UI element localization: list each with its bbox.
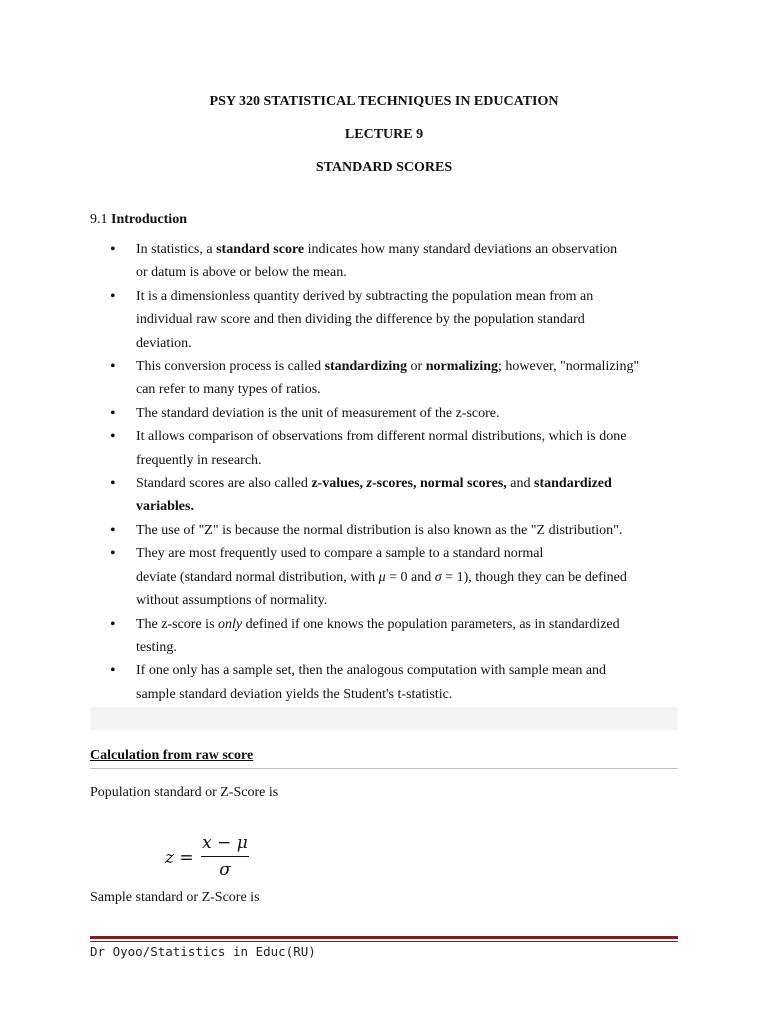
bullet-text-run: standard score xyxy=(216,242,305,257)
bullet-text-run: frequently in research. xyxy=(136,452,262,468)
bullet-item xyxy=(90,285,690,355)
bullet-item xyxy=(90,425,690,472)
section-number: 9.1 xyxy=(90,212,108,227)
section-heading xyxy=(90,212,187,228)
formula-denominator: σ xyxy=(219,860,231,880)
bullet-text-run: This conversion process is called xyxy=(136,359,325,375)
bullet-text-run: ; however, "normalizing" xyxy=(498,359,640,375)
bullet-text-run: z-values, xyxy=(311,476,367,492)
sample-zscore-label: Sample standard or Z-Score is xyxy=(90,890,260,905)
bullet-item xyxy=(90,402,690,425)
bullet-text-run: variables. xyxy=(136,499,194,515)
bullet-item xyxy=(90,238,690,285)
bullet-text-run: normalizing xyxy=(425,359,499,375)
bullet-text-run: deviate (standard normal distribution, with xyxy=(136,569,379,585)
bullet-text-run: μ xyxy=(378,569,386,585)
bullet-text-run: It is a dimensionless quantity derived by subtracting the population mean from an xyxy=(136,288,594,304)
formula-lhs: z = xyxy=(165,848,194,868)
bullet-item xyxy=(90,355,690,402)
bullet-text-run: or datum is above or below the mean. xyxy=(136,265,347,281)
bullet-text-run: only xyxy=(218,616,243,632)
bullet-text-run: The standard deviation is the unit of measurement of the z-score. xyxy=(136,405,500,421)
bullet-text-run: = 0 and xyxy=(385,569,435,585)
bullet-text-run: without assumptions of normality. xyxy=(136,593,328,609)
formula-fraction xyxy=(201,832,249,881)
bullet-text-run: z xyxy=(366,476,372,492)
bullet-text-run: If one only has a sample set, then the analogous computation with sample mean and xyxy=(136,663,607,679)
bullet-item xyxy=(90,542,690,612)
bullet-text-run: standardized xyxy=(534,476,612,492)
bullet-text-run: The use of "Z" is because the normal distribution is also known as the "Z distribution". xyxy=(136,522,623,538)
introduction-bullet-list xyxy=(90,238,690,706)
bullet-item xyxy=(90,519,690,542)
population-zscore-label: Population standard or Z-Score is xyxy=(90,785,279,800)
bullet-item xyxy=(90,613,690,660)
bullet-text-run: can refer to many types of ratios. xyxy=(136,382,321,398)
formula-numerator: x − μ xyxy=(202,833,248,853)
calculation-heading: Calculation from raw score xyxy=(90,748,254,763)
course-title: PSY 320 STATISTICAL TECHNIQUES IN EDUCATION xyxy=(209,94,559,109)
horizontal-rule xyxy=(90,768,678,769)
bullet-text-run: standardizing xyxy=(324,359,408,375)
bullet-item xyxy=(90,659,690,706)
bullet-text-run: sample standard deviation yields the Student's t-statistic. xyxy=(136,686,453,702)
bullet-text-run: Standard scores are also called xyxy=(136,476,312,492)
footer-rule-thin xyxy=(90,941,678,942)
footer-text: Dr Oyoo/Statistics in Educ(RU) xyxy=(90,944,316,959)
bullet-text-run: -scores, normal scores, xyxy=(372,476,507,492)
bullet-text-run: deviation. xyxy=(136,335,192,351)
bullet-text-run: indicates how many standard deviations an observation xyxy=(304,242,618,257)
bullet-text-run: defined if one knows the population parameters, as in standardized xyxy=(242,616,620,632)
lecture-number: LECTURE 9 xyxy=(344,127,424,142)
bullet-text-run: = 1), though they can be defined xyxy=(441,569,627,585)
fraction-bar xyxy=(201,856,249,857)
section-title: Introduction xyxy=(111,212,187,227)
bullet-text-run: σ xyxy=(434,569,442,585)
footer-rule-thick xyxy=(90,936,678,939)
bullet-text-run: or xyxy=(407,359,426,375)
bullet-text-run: In statistics, a xyxy=(136,242,217,257)
shaded-divider xyxy=(90,707,678,730)
bullet-text-run: They are most frequently used to compare a sample to a standard normal xyxy=(136,546,544,562)
bullet-text-run: It allows comparison of observations from different normal distributions, which is done xyxy=(136,429,627,445)
lecture-topic: STANDARD SCORES xyxy=(315,160,453,175)
bullet-text-run: The z-score is xyxy=(136,616,219,632)
bullet-text-run: testing. xyxy=(136,639,177,655)
bullet-text-run: and xyxy=(506,476,535,492)
bullet-item xyxy=(90,472,690,519)
bullet-text-run: individual raw score and then dividing the difference by the population standard xyxy=(136,312,585,328)
